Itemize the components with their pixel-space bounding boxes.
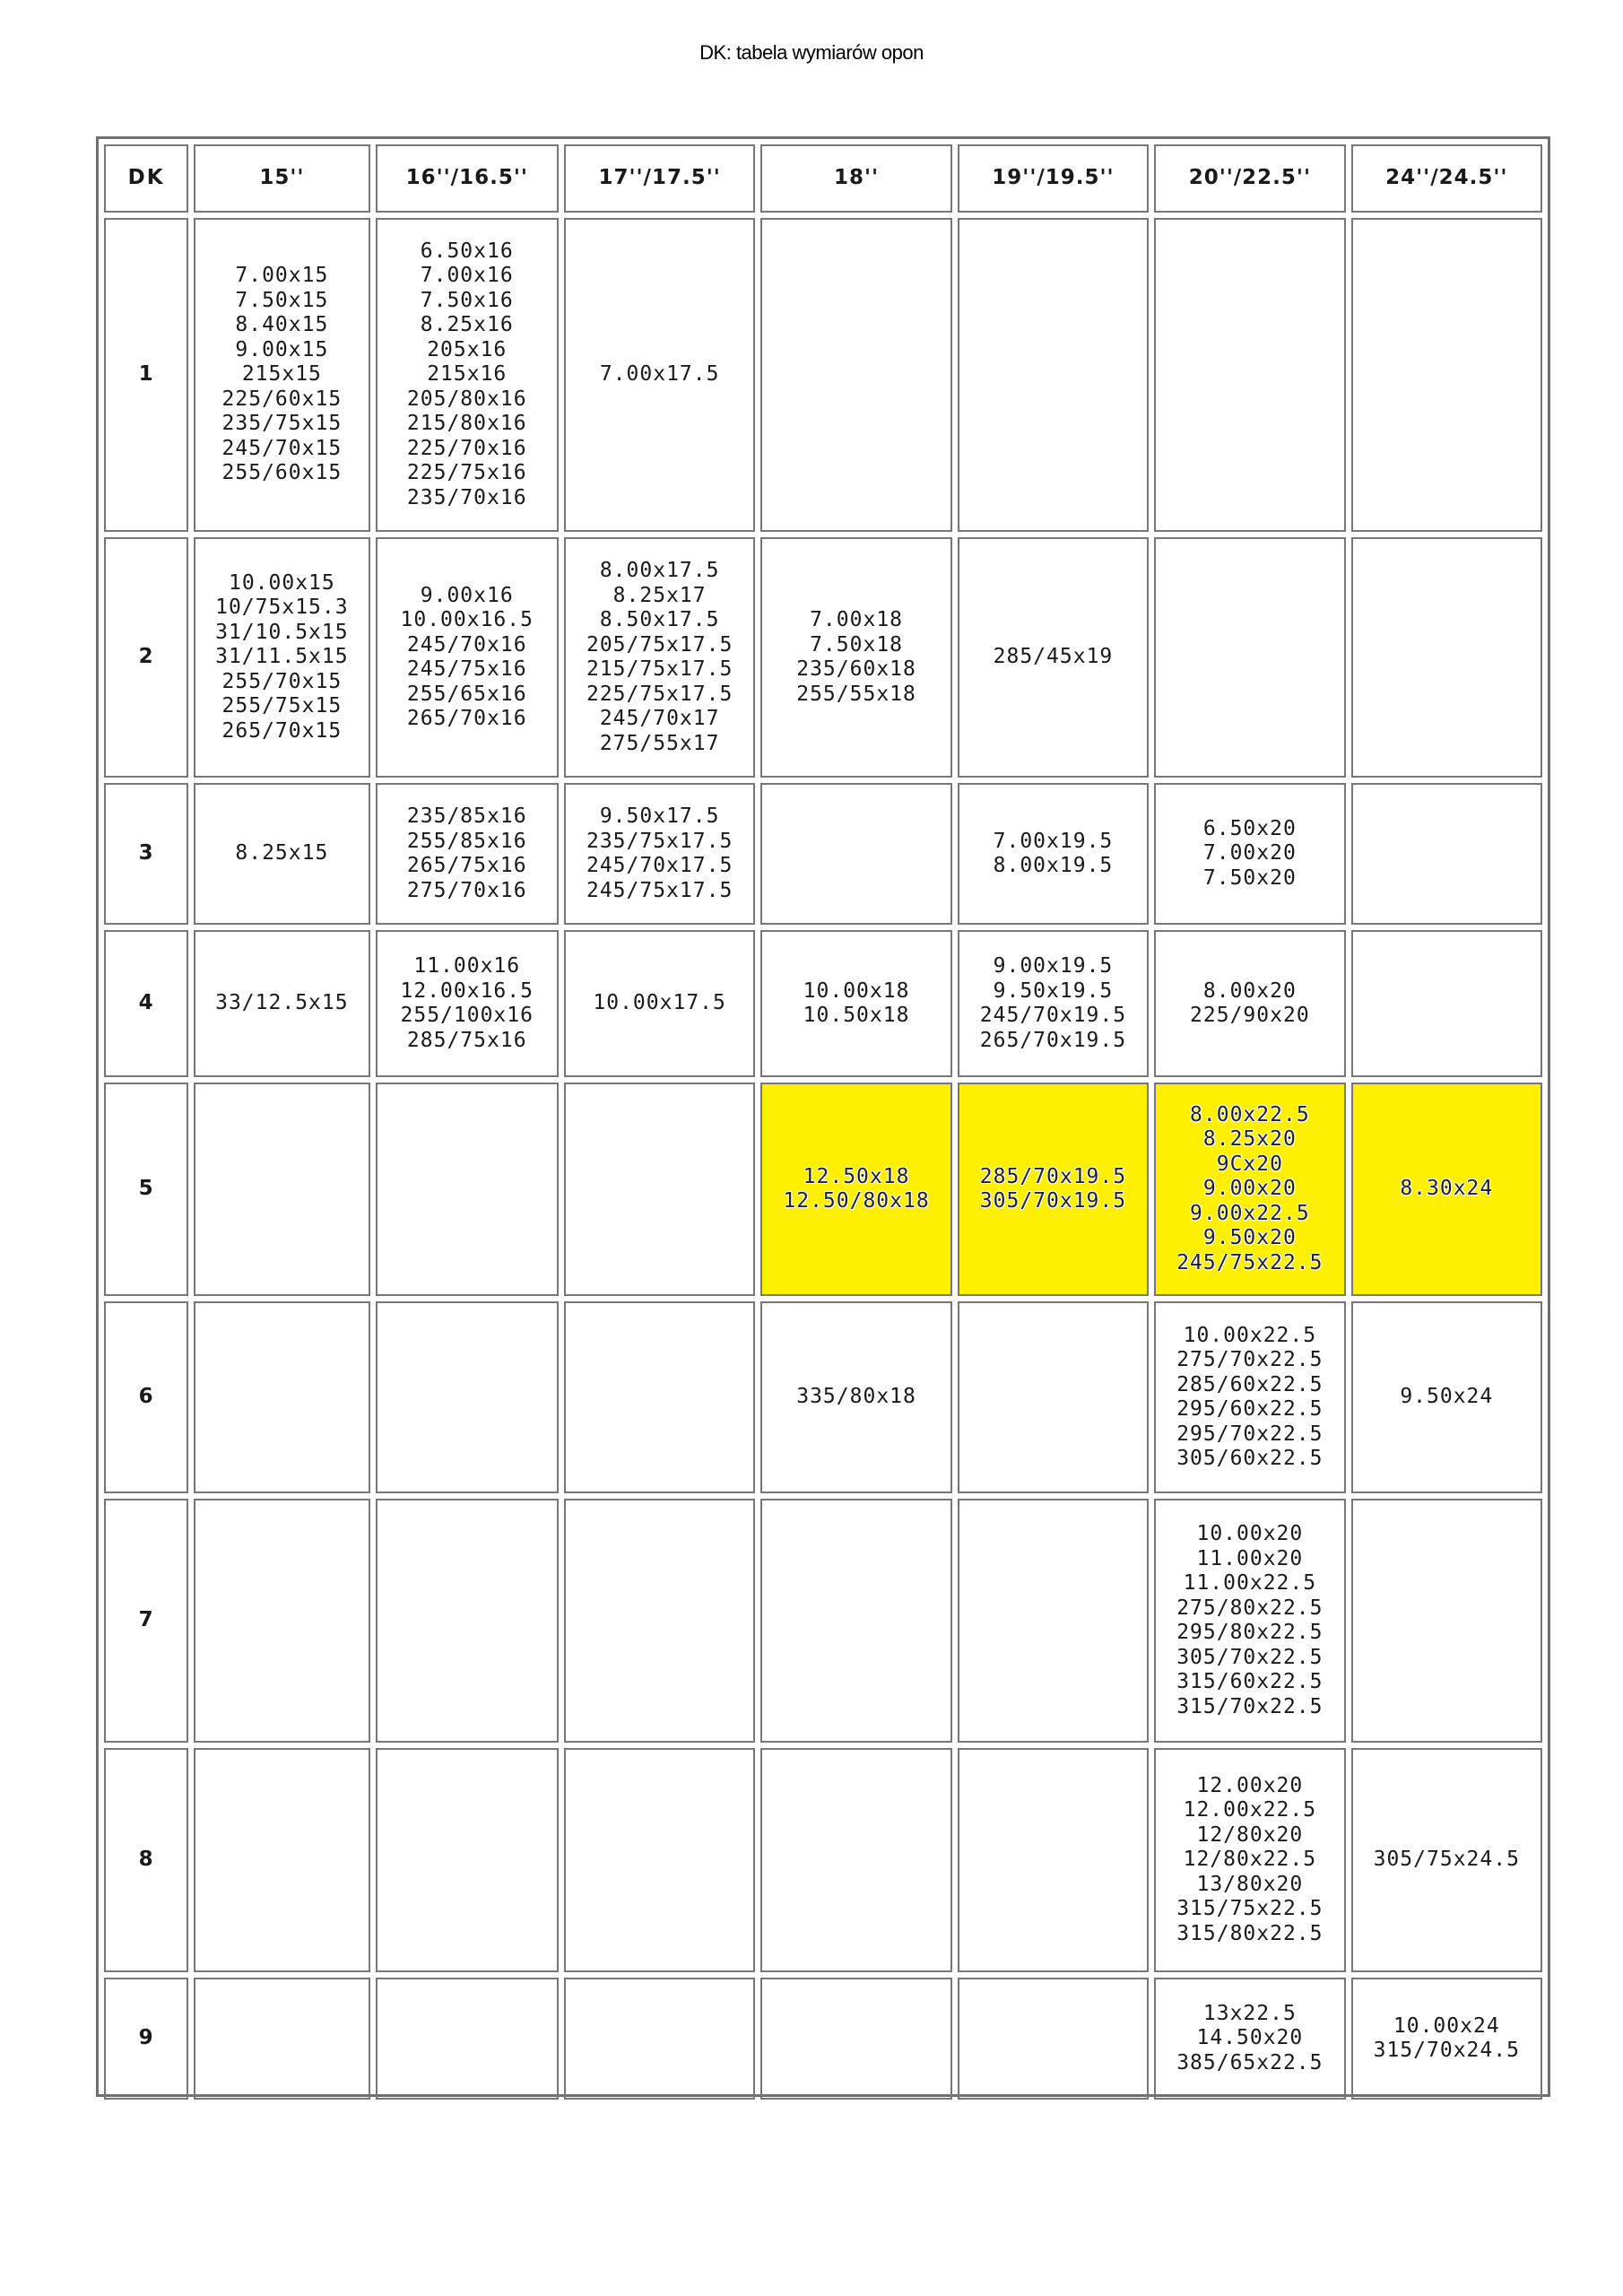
tire-size: 7.00x20 bbox=[1202, 841, 1297, 865]
tire-size: 12.00x20 bbox=[1196, 1773, 1304, 1797]
tire-size-cell bbox=[760, 1748, 951, 1972]
dk-row-label: 3 bbox=[104, 783, 188, 925]
tire-size: 7.00x18 bbox=[810, 608, 904, 631]
table-row bbox=[104, 218, 1542, 532]
tire-size: 235/85x16 bbox=[406, 804, 527, 828]
tire-size: 245/75x17.5 bbox=[586, 878, 733, 902]
tire-size-cell bbox=[760, 537, 951, 778]
tire-size: 305/70x19.5 bbox=[979, 1189, 1127, 1213]
tire-size-cell bbox=[958, 1083, 1149, 1296]
tire-size: 245/70x16 bbox=[406, 632, 527, 657]
tire-size: 295/80x22.5 bbox=[1176, 1621, 1324, 1644]
tire-size: 10.00x24 bbox=[1393, 2013, 1500, 2038]
tire-size-cell bbox=[194, 1301, 369, 1493]
dk-row-label: 4 bbox=[104, 930, 188, 1077]
tire-size: 7.00x16 bbox=[420, 264, 514, 288]
tire-size: 12/80x20 bbox=[1196, 1822, 1304, 1847]
tire-size-cell bbox=[760, 783, 951, 925]
header-row bbox=[104, 144, 1542, 213]
dk-row-label: 6 bbox=[104, 1301, 188, 1493]
tire-size: 11.00x20 bbox=[1196, 1546, 1304, 1570]
tire-size: 12.50x18 bbox=[803, 1164, 910, 1188]
tire-size: 215/75x17.5 bbox=[586, 657, 733, 681]
tire-size: 385/65x22.5 bbox=[1176, 2050, 1324, 2074]
tire-size-cell bbox=[564, 1083, 755, 1296]
tire-size-cell bbox=[1351, 1499, 1542, 1743]
tire-size-cell bbox=[1154, 537, 1345, 778]
tire-size: 265/70x19.5 bbox=[979, 1028, 1127, 1052]
tire-size: 6.50x16 bbox=[420, 239, 514, 263]
tire-size-cell bbox=[760, 218, 951, 532]
dk-row-label: 1 bbox=[104, 218, 188, 532]
table-row bbox=[104, 1499, 1542, 1743]
tire-size-cell bbox=[958, 1978, 1149, 2100]
tire-size: 8.00x20 bbox=[1202, 978, 1297, 1003]
tire-size: 10.00x20 bbox=[1196, 1522, 1304, 1545]
tire-size: 265/70x16 bbox=[406, 707, 527, 730]
tire-size-cell bbox=[1351, 1978, 1542, 2100]
tire-size: 315/70x22.5 bbox=[1176, 1694, 1324, 1718]
page-title: DK: tabela wymiarów opon bbox=[699, 41, 924, 64]
header-rim-size: 18'' bbox=[760, 144, 951, 213]
tire-size: 245/75x16 bbox=[406, 657, 527, 681]
table-row bbox=[104, 537, 1542, 778]
tire-size-cell bbox=[1154, 930, 1345, 1077]
tire-size: 315/70x24.5 bbox=[1373, 2039, 1520, 2062]
tire-size-cell bbox=[1154, 1499, 1345, 1743]
table-row bbox=[104, 1978, 1542, 2100]
tire-size: 295/60x22.5 bbox=[1176, 1397, 1324, 1421]
tire-size-cell bbox=[194, 1499, 369, 1743]
tire-size-cell bbox=[1154, 1083, 1345, 1296]
tire-size: 255/70x15 bbox=[221, 669, 343, 693]
tire-size: 14.50x20 bbox=[1196, 2026, 1304, 2050]
tire-size: 10.50x18 bbox=[803, 1004, 910, 1027]
tire-size-cell bbox=[376, 1499, 559, 1743]
tire-size: 235/75x17.5 bbox=[586, 829, 733, 853]
tire-size: 7.00x19.5 bbox=[993, 829, 1114, 853]
tire-size: 295/70x22.5 bbox=[1176, 1422, 1324, 1446]
tire-size: 275/80x22.5 bbox=[1176, 1596, 1324, 1620]
header-rim-size: 15'' bbox=[194, 144, 369, 213]
tire-size-cell bbox=[376, 1083, 559, 1296]
tire-size-cell bbox=[376, 783, 559, 925]
tire-size: 275/55x17 bbox=[599, 731, 720, 755]
tire-size: 10.00x15 bbox=[228, 570, 335, 595]
tire-size-cell bbox=[194, 783, 369, 925]
tire-size: 315/60x22.5 bbox=[1176, 1670, 1324, 1693]
tire-size-table bbox=[99, 139, 1548, 2105]
tire-size: 265/75x16 bbox=[406, 854, 527, 877]
table-row bbox=[104, 1301, 1542, 1493]
header-rim-size: 20''/22.5'' bbox=[1154, 144, 1345, 213]
tire-size: 305/75x24.5 bbox=[1373, 1848, 1520, 1872]
tire-size: 9.00x22.5 bbox=[1190, 1201, 1310, 1225]
tire-size: 255/75x15 bbox=[221, 694, 343, 718]
tire-size-cell bbox=[194, 1748, 369, 1972]
dk-row-label: 2 bbox=[104, 537, 188, 778]
tire-size: 10.00x16.5 bbox=[400, 608, 534, 631]
tire-size: 13x22.5 bbox=[1202, 2001, 1297, 2025]
tire-size: 8.25x15 bbox=[235, 841, 329, 865]
tire-size: 255/60x15 bbox=[221, 461, 343, 485]
tire-size: 9.00x15 bbox=[235, 337, 329, 361]
tire-size-cell bbox=[760, 1083, 951, 1296]
tire-size-cell bbox=[564, 218, 755, 532]
tire-size-cell bbox=[760, 930, 951, 1077]
tire-size-cell bbox=[376, 218, 559, 532]
tire-size-cell bbox=[958, 1748, 1149, 1972]
tire-size-cell bbox=[376, 537, 559, 778]
tire-size: 235/75x15 bbox=[221, 412, 343, 436]
tire-size: 225/75x17.5 bbox=[586, 682, 733, 706]
tire-size-cell bbox=[760, 1499, 951, 1743]
tire-size-cell bbox=[376, 930, 559, 1077]
tire-size: 9.00x19.5 bbox=[993, 954, 1114, 978]
table-row bbox=[104, 930, 1542, 1077]
tire-size: 8.00x17.5 bbox=[599, 559, 720, 582]
table-row bbox=[104, 1748, 1542, 1972]
tire-size: 255/100x16 bbox=[400, 1004, 534, 1027]
tire-size: 31/11.5x15 bbox=[215, 645, 349, 669]
tire-size: 10.00x22.5 bbox=[1183, 1323, 1317, 1347]
tire-size-cell bbox=[194, 1083, 369, 1296]
tire-size: 245/70x17.5 bbox=[586, 854, 733, 877]
tire-size: 7.50x15 bbox=[235, 288, 329, 312]
tire-size-cell bbox=[1154, 1978, 1345, 2100]
tire-size: 8.00x19.5 bbox=[993, 854, 1114, 877]
tire-size-cell bbox=[1351, 930, 1542, 1077]
tire-size-cell bbox=[1154, 218, 1345, 532]
tire-size: 305/70x22.5 bbox=[1176, 1645, 1324, 1669]
tire-size-cell bbox=[564, 1499, 755, 1743]
tire-size-cell bbox=[1351, 1301, 1542, 1493]
tire-size: 10/75x15.3 bbox=[215, 596, 349, 620]
tire-size: 285/60x22.5 bbox=[1176, 1372, 1324, 1396]
tire-size-cell bbox=[1351, 218, 1542, 532]
tire-size-table-frame bbox=[96, 136, 1550, 2097]
tire-size-cell bbox=[1154, 1301, 1345, 1493]
header-rim-size: 16''/16.5'' bbox=[376, 144, 559, 213]
tire-size: 205/80x16 bbox=[406, 387, 527, 411]
tire-size: 245/70x15 bbox=[221, 436, 343, 460]
tire-size: 11.00x22.5 bbox=[1183, 1571, 1317, 1595]
tire-size: 335/80x18 bbox=[796, 1385, 916, 1409]
tire-size: 9.00x16 bbox=[420, 583, 514, 607]
tire-size: 8.00x22.5 bbox=[1190, 1102, 1310, 1126]
tire-size: 6.50x20 bbox=[1202, 816, 1297, 840]
tire-size-cell bbox=[760, 1978, 951, 2100]
tire-size: 225/60x15 bbox=[221, 387, 343, 411]
tire-size-cell bbox=[958, 1499, 1149, 1743]
tire-size-cell bbox=[564, 930, 755, 1077]
tire-size: 225/90x20 bbox=[1190, 1004, 1310, 1027]
table-row bbox=[104, 783, 1542, 925]
tire-size-cell bbox=[376, 1748, 559, 1972]
tire-size: 225/70x16 bbox=[406, 436, 527, 460]
tire-size-cell bbox=[1154, 1748, 1345, 1972]
tire-size-cell bbox=[376, 1978, 559, 2100]
tire-size: 7.00x17.5 bbox=[599, 362, 720, 387]
tire-size-cell bbox=[1351, 537, 1542, 778]
header-rim-size: 17''/17.5'' bbox=[564, 144, 755, 213]
tire-size: 12.00x22.5 bbox=[1183, 1798, 1317, 1822]
dk-row-label: 7 bbox=[104, 1499, 188, 1743]
tire-size-cell bbox=[194, 1978, 369, 2100]
tire-size: 9.50x20 bbox=[1202, 1226, 1297, 1250]
tire-size: 10.00x18 bbox=[803, 978, 910, 1003]
tire-size-cell bbox=[194, 537, 369, 778]
tire-size: 10.00x17.5 bbox=[593, 991, 726, 1015]
tire-size: 315/80x22.5 bbox=[1176, 1921, 1324, 1945]
header-rim-size: 24''/24.5'' bbox=[1351, 144, 1542, 213]
tire-size: 225/75x16 bbox=[406, 461, 527, 485]
tire-size: 8.25x16 bbox=[420, 313, 514, 337]
tire-size-cell bbox=[564, 537, 755, 778]
header-rim-size: 19''/19.5'' bbox=[958, 144, 1149, 213]
tire-size: 9.50x19.5 bbox=[993, 978, 1114, 1003]
tire-size: 285/70x19.5 bbox=[979, 1164, 1127, 1188]
tire-size: 9.50x17.5 bbox=[599, 804, 720, 828]
tire-size: 8.50x17.5 bbox=[599, 608, 720, 631]
tire-size: 9Cx20 bbox=[1216, 1152, 1283, 1176]
tire-size: 255/85x16 bbox=[406, 829, 527, 853]
tire-size: 9.50x24 bbox=[1400, 1385, 1494, 1409]
tire-size: 7.50x16 bbox=[420, 288, 514, 312]
tire-size-cell bbox=[194, 930, 369, 1077]
tire-size: 8.30x24 bbox=[1400, 1177, 1494, 1201]
tire-size-cell bbox=[760, 1301, 951, 1493]
tire-size-cell bbox=[958, 1301, 1149, 1493]
tire-size-cell bbox=[564, 1978, 755, 2100]
tire-size: 7.50x18 bbox=[810, 632, 904, 657]
tire-size: 215x15 bbox=[241, 362, 322, 387]
tire-size-cell bbox=[194, 218, 369, 532]
tire-size: 255/65x16 bbox=[406, 682, 527, 706]
tire-size-cell bbox=[564, 1301, 755, 1493]
tire-size: 205/75x17.5 bbox=[586, 632, 733, 657]
tire-size: 215/80x16 bbox=[406, 412, 527, 436]
tire-size: 12.50/80x18 bbox=[783, 1189, 930, 1213]
tire-size: 9.00x20 bbox=[1202, 1177, 1297, 1201]
tire-size-cell bbox=[1351, 783, 1542, 925]
tire-size: 12.00x16.5 bbox=[400, 978, 534, 1003]
dk-row-label: 5 bbox=[104, 1083, 188, 1296]
tire-size: 12/80x22.5 bbox=[1183, 1848, 1317, 1872]
tire-size-cell bbox=[958, 537, 1149, 778]
tire-size: 7.50x20 bbox=[1202, 865, 1297, 890]
tire-size: 8.25x17 bbox=[612, 583, 707, 607]
tire-size-cell bbox=[1154, 783, 1345, 925]
tire-size-cell bbox=[958, 930, 1149, 1077]
tire-size: 215x16 bbox=[427, 362, 508, 387]
tire-size: 255/55x18 bbox=[796, 682, 916, 706]
tire-size: 13/80x20 bbox=[1196, 1872, 1304, 1896]
tire-size-cell bbox=[958, 218, 1149, 532]
tire-size: 31/10.5x15 bbox=[215, 620, 349, 644]
tire-size: 275/70x22.5 bbox=[1176, 1348, 1324, 1371]
tire-size: 8.40x15 bbox=[235, 313, 329, 337]
tire-size: 8.25x20 bbox=[1202, 1127, 1297, 1152]
tire-size: 305/60x22.5 bbox=[1176, 1447, 1324, 1470]
tire-size-cell bbox=[958, 783, 1149, 925]
table-body bbox=[104, 218, 1542, 2100]
tire-size: 235/60x18 bbox=[796, 657, 916, 681]
table-row bbox=[104, 1083, 1542, 1296]
tire-size-cell bbox=[376, 1301, 559, 1493]
tire-size: 315/75x22.5 bbox=[1176, 1897, 1324, 1921]
tire-size: 205x16 bbox=[427, 337, 508, 361]
tire-size-cell bbox=[564, 1748, 755, 1972]
tire-size-cell bbox=[1351, 1748, 1542, 1972]
tire-size: 245/75x22.5 bbox=[1176, 1250, 1324, 1274]
tire-size: 265/70x15 bbox=[221, 718, 343, 743]
tire-size: 285/75x16 bbox=[406, 1028, 527, 1052]
tire-size: 235/70x16 bbox=[406, 485, 527, 509]
tire-size: 33/12.5x15 bbox=[215, 991, 349, 1015]
tire-size: 245/70x17 bbox=[599, 707, 720, 730]
dk-row-label: 9 bbox=[104, 1978, 188, 2100]
tire-size: 275/70x16 bbox=[406, 878, 527, 902]
tire-size: 11.00x16 bbox=[413, 954, 521, 978]
tire-size: 7.00x15 bbox=[235, 264, 329, 288]
header-dk: DK bbox=[104, 144, 188, 213]
dk-row-label: 8 bbox=[104, 1748, 188, 1972]
tire-size-cell bbox=[1351, 1083, 1542, 1296]
tire-size: 285/45x19 bbox=[993, 645, 1114, 669]
tire-size: 245/70x19.5 bbox=[979, 1004, 1127, 1027]
tire-size-cell bbox=[564, 783, 755, 925]
